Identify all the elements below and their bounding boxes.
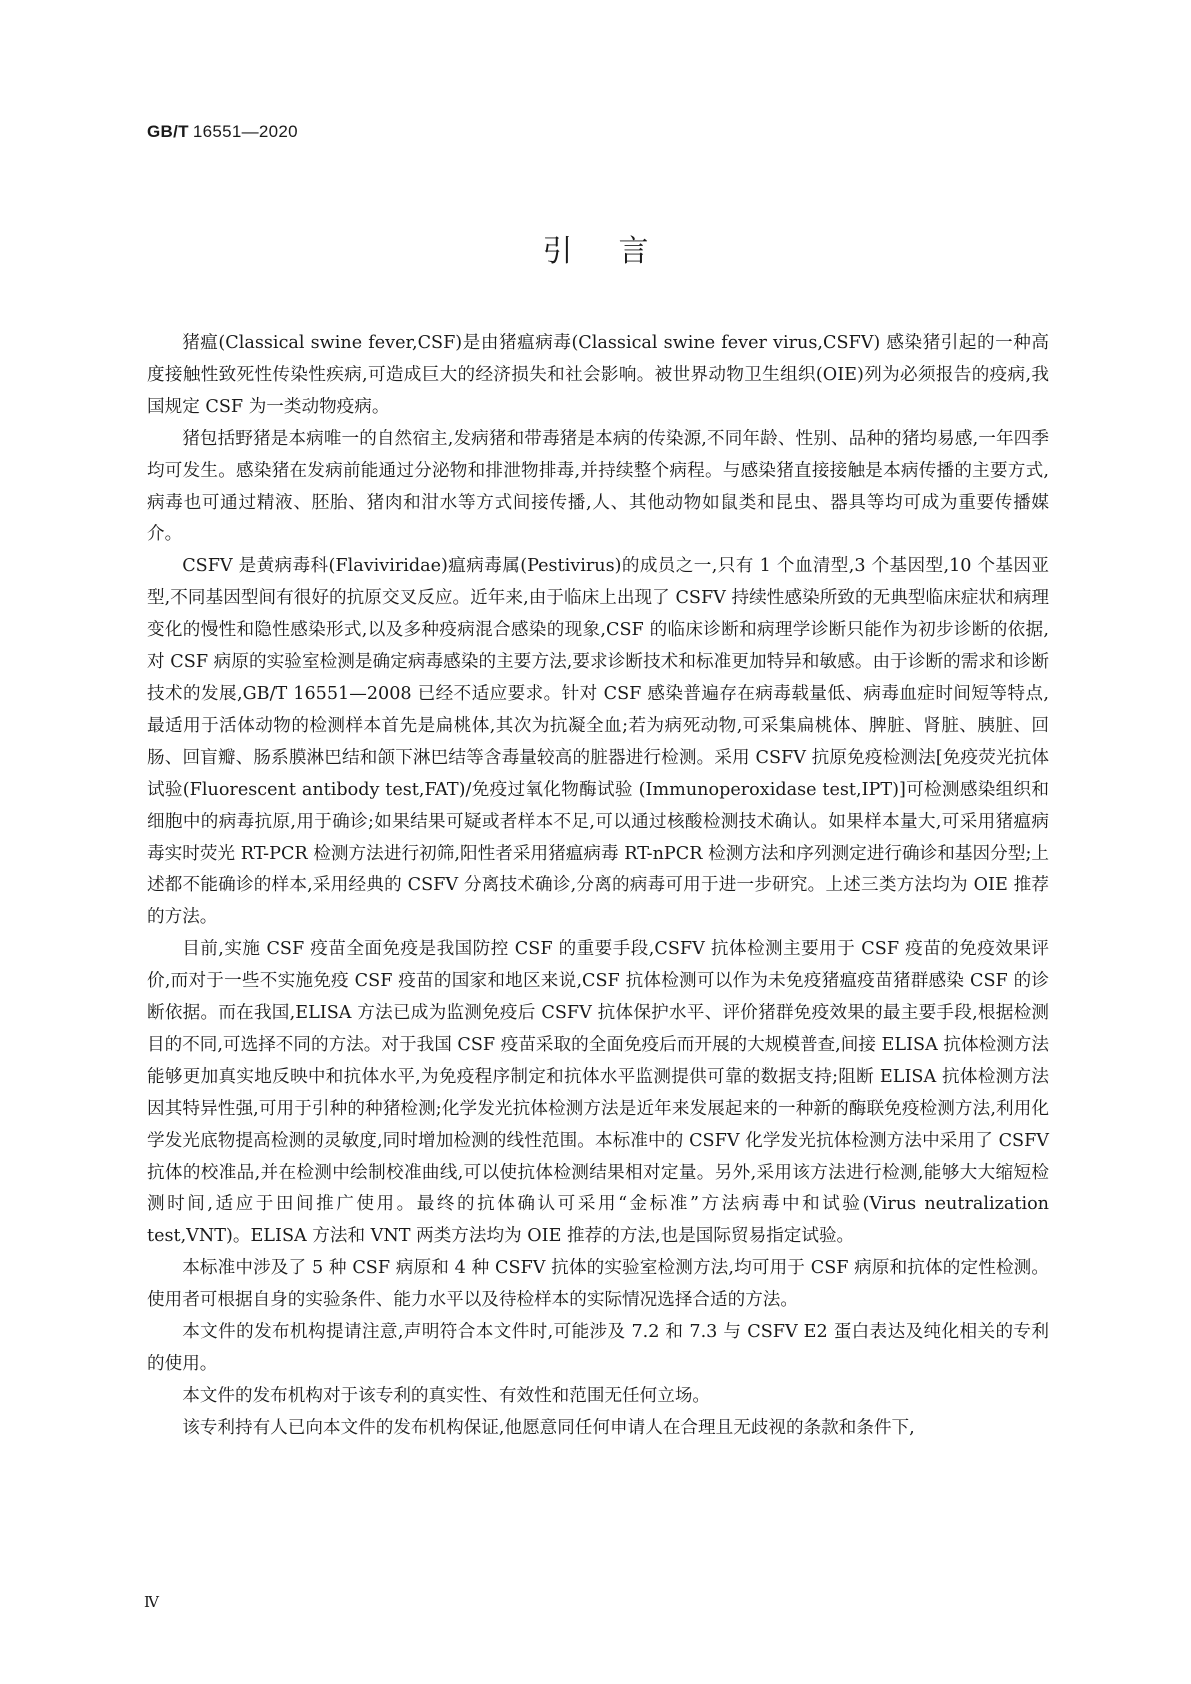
paragraph: CSFV 是黄病毒科(Flaviviridae)瘟病毒属(Pestivirus)的成员之一,只有 1 个血清型,3 个基因型,10 个基因亚型,不同基因型间有很好的抗原交叉反应。近年来,由于临床上出现了 CSFV 持续性感染所致的无典型临床症状和病理变化的慢性和隐性感染形式,以及多种疫病混合感染的现象,CSF 的临床诊断和病理学诊断只能作为初步诊断的依据,对 CSF 病原的实验室检测是确定病毒感染的主要方法,要求诊断技术和标准更加特异和敏感。由于诊断的需求和诊断技术的发展,GB/T 16551—2008 已经不适应要求。针对 CSF 感染普遍存在病毒载量低、病毒血症时间短等特点,最适用于活体动物的检测样本首先是扁桃体,其次为抗凝全血;若为病死动物,可采集扁桃体、脾脏、肾脏、胰脏、回肠、回盲瓣、肠系膜淋巴结和颌下淋巴结等含毒量较高的脏器进行检测。采用 CSFV 抗原免疫检测法[免疫荧光抗体试验(Fluorescent antibody test,FAT)/免疫过氧化物酶试验 (Immunoperoxidase test,IPT)]可检测感染组织和细胞中的病毒抗原,用于确诊;如果结果可疑或者样本不足,可以通过核酸检测技术确认。如果样本量大,可采用猪瘟病毒实时荧光 RT-PCR 检测方法进行初筛,阳性者采用猪瘟病毒 RT-nPCR 检测方法和序列测定进行确诊和基因分型;上述都不能确诊的样本,采用经典的 CSFV 分离技术确诊,分离的病毒可用于进一步研究。上述三类方法均为 OIE 推荐的方法。 <box>147 556 1049 928</box>
paragraph: 该专利持有人已向本文件的发布机构保证,他愿意同任何申请人在合理且无歧视的条款和条件下, <box>182 1417 915 1438</box>
standard-code <box>147 122 298 142</box>
paragraph: 猪瘟(Classical swine fever,CSF)是由猪瘟病毒(Classical swine fever virus,CSFV) 感染猪引起的一种高度接触性致死性传染性疾病,可造成巨大的经济损失和社会影响。被世界动物卫生组织(OIE)列为必须报告的疫病,我国规定 CSF 为一类动物疫病。 <box>147 333 1049 417</box>
standard-prefix: GB/T <box>147 122 189 141</box>
paragraph: 目前,实施 CSF 疫苗全面免疫是我国防控 CSF 的重要手段,CSFV 抗体检测主要用于 CSF 疫苗的免疫效果评价,而对于一些不实施免疫 CSF 疫苗的国家和地区来说,CSF 抗体检测可以作为未免疫猪瘟疫苗猪群感染 CSF 的诊断依据。而在我国,ELISA 方法已成为监测免疫后 CSFV 抗体保护水平、评价猪群免疫效果的最主要手段,根据检测目的不同,可选择不同的方法。对于我国 CSF 疫苗采取的全面免疫后而开展的大规模普查,间接 ELISA 抗体检测方法能够更加真实地反映中和抗体水平,为免疫程序制定和抗体水平监测提供可靠的数据支持;阻断 ELISA 抗体检测方法因其特异性强,可用于引种的种猪检测;化学发光抗体检测方法是近年来发展起来的一种新的酶联免疫检测方法,利用化学发光底物提高检测的灵敏度,同时增加检测的线性范围。本标准中的 CSFV 化学发光抗体检测方法中采用了 CSFV 抗体的校准品,并在检测中绘制校准曲线,可以使抗体检测结果相对定量。另外,采用该方法进行检测,能够大大缩短检测时间,适应于田间推广使用。最终的抗体确认可采用“金标准”方法病毒中和试验(Virus neutralization test,VNT)。ELISA 方法和 VNT 两类方法均为 OIE 推荐的方法,也是国际贸易指定试验。 <box>147 939 1049 1247</box>
paragraph: 猪包括野猪是本病唯一的自然宿主,发病猪和带毒猪是本病的传染源,不同年龄、性别、品种的猪均易感,一年四季均可发生。感染猪在发病前能通过分泌物和排泄物排毒,并持续整个病程。与感染猪直接接触是本病传播的主要方式,病毒也可通过精液、胚胎、猪肉和泔水等方式间接传播,人、其他动物如鼠类和昆虫、器具等均可成为重要传播媒介。 <box>147 428 1049 545</box>
page-number: Ⅳ <box>144 1593 159 1611</box>
body-text <box>147 328 1049 1445</box>
paragraph: 本文件的发布机构对于该专利的真实性、有效性和范围无任何立场。 <box>182 1385 711 1406</box>
section-title: 引言 <box>542 234 695 269</box>
standard-number: 16551—2020 <box>192 122 298 141</box>
paragraph: 本文件的发布机构提请注意,声明符合本文件时,可能涉及 7.2 和 7.3 与 CSFV E2 蛋白表达及纯化相关的专利的使用。 <box>147 1322 1049 1374</box>
paragraph: 本标准中涉及了 5 种 CSF 病原和 4 种 CSFV 抗体的实验室检测方法,均可用于 CSF 病原和抗体的定性检测。使用者可根据自身的实验条件、能力水平以及待检样本的实际情况选择合适的方法。 <box>147 1258 1049 1311</box>
